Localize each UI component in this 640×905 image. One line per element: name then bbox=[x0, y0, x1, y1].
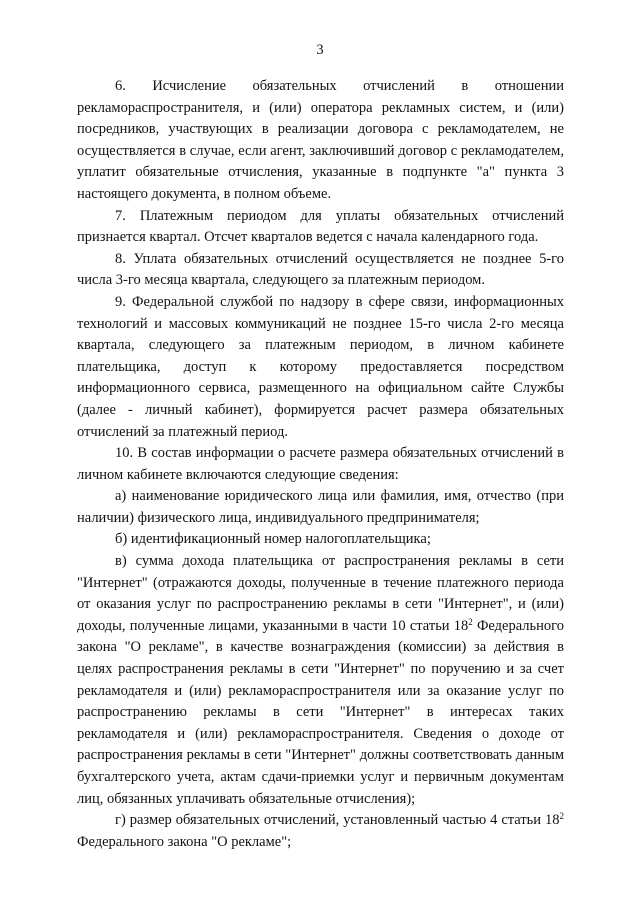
page-number: 3 bbox=[316, 42, 324, 58]
subparagraph-a: а) наименование юридического лица или фамилия, имя, отчество (при наличии) физического лица, индивидуального предпринимателя; bbox=[77, 488, 564, 526]
subparagraph-g-text-1: г) размер обязательных отчислений, установленный частью 4 статьи 18 bbox=[115, 812, 560, 829]
paragraph-8: 8. Уплата обязательных отчислений осуществляется не позднее 5-го числа 3-го месяца квартала, следующего за платежным периодом. bbox=[77, 250, 564, 289]
subparagraph-g-text-2: Федерального закона "О рекламе"; bbox=[77, 833, 292, 850]
article-superscript: 2 bbox=[468, 616, 473, 627]
subparagraph-g bbox=[77, 810, 564, 853]
paragraph-9: 9. Федеральной службой по надзору в сфере связи, информационных технологий и массовых коммуникаций не позднее 15-го числа 2-го месяца квартала, следующего за платежным периодом, в личном кабинете плательщика, доступ к которому предоставляется посредством информационного сервиса, размещенного на официальном сайте Службы (далее - личный кабинет), формируется расчет размера обязательных отчислений за платежный период. bbox=[77, 293, 564, 440]
article-superscript: 2 bbox=[559, 811, 564, 822]
paragraph-6: 6. Исчисление обязательных отчислений в отношении рекламораспространителя, и (или) оператора рекламных систем, и (или) посредников, участвующих в реализации договора с рекламодателем, не осуществляется в случае, если агент, заключивший договор с рекламодателем, уплатит обязательные отчисления, указанные в подпункте "а" пункта 3 настоящего документа, в полном объеме. bbox=[77, 78, 564, 202]
subparagraph-v-text-1: в) сумма дохода плательщика от распространения рекламы в сети "Интернет" (отражаются доходы, полученные в течение платежного периода от оказания услуг по распространению рекламы в сети "Интернет", и (или) доходы, полученные лицами, указанными в части 10 статьи 18 bbox=[77, 553, 564, 634]
paragraph-10: 10. В состав информации о расчете размера обязательных отчислений в личном кабинете включаются следующие сведения: bbox=[77, 445, 564, 483]
subparagraph-v bbox=[77, 551, 564, 810]
document-body bbox=[77, 76, 564, 853]
subparagraph-v-text-2: Федерального закона "О рекламе", в качестве вознаграждения (комиссии) за действия в целях распространения рекламы в сети "Интернет" по поручению и за счет рекламодателя и (или) рекламораспространителя или за оказание услуг по распространению рекламы в сети "Интернет" в интересах таких рекламодателя и (или) рекламораспространителя. Сведения о доходе от распространения рекламы в сети "Интернет" должны соответствовать данным бухгалтерского учета, актам сдачи-приемки услуг и первичным документам лиц, обязанных уплачивать обязательные отчисления); bbox=[77, 617, 564, 807]
subparagraph-b: б) идентификационный номер налогоплательщика; bbox=[115, 531, 431, 548]
paragraph-7: 7. Платежным периодом для уплаты обязательных отчислений признается квартал. Отсчет кварталов ведется с начала календарного года. bbox=[77, 207, 564, 246]
